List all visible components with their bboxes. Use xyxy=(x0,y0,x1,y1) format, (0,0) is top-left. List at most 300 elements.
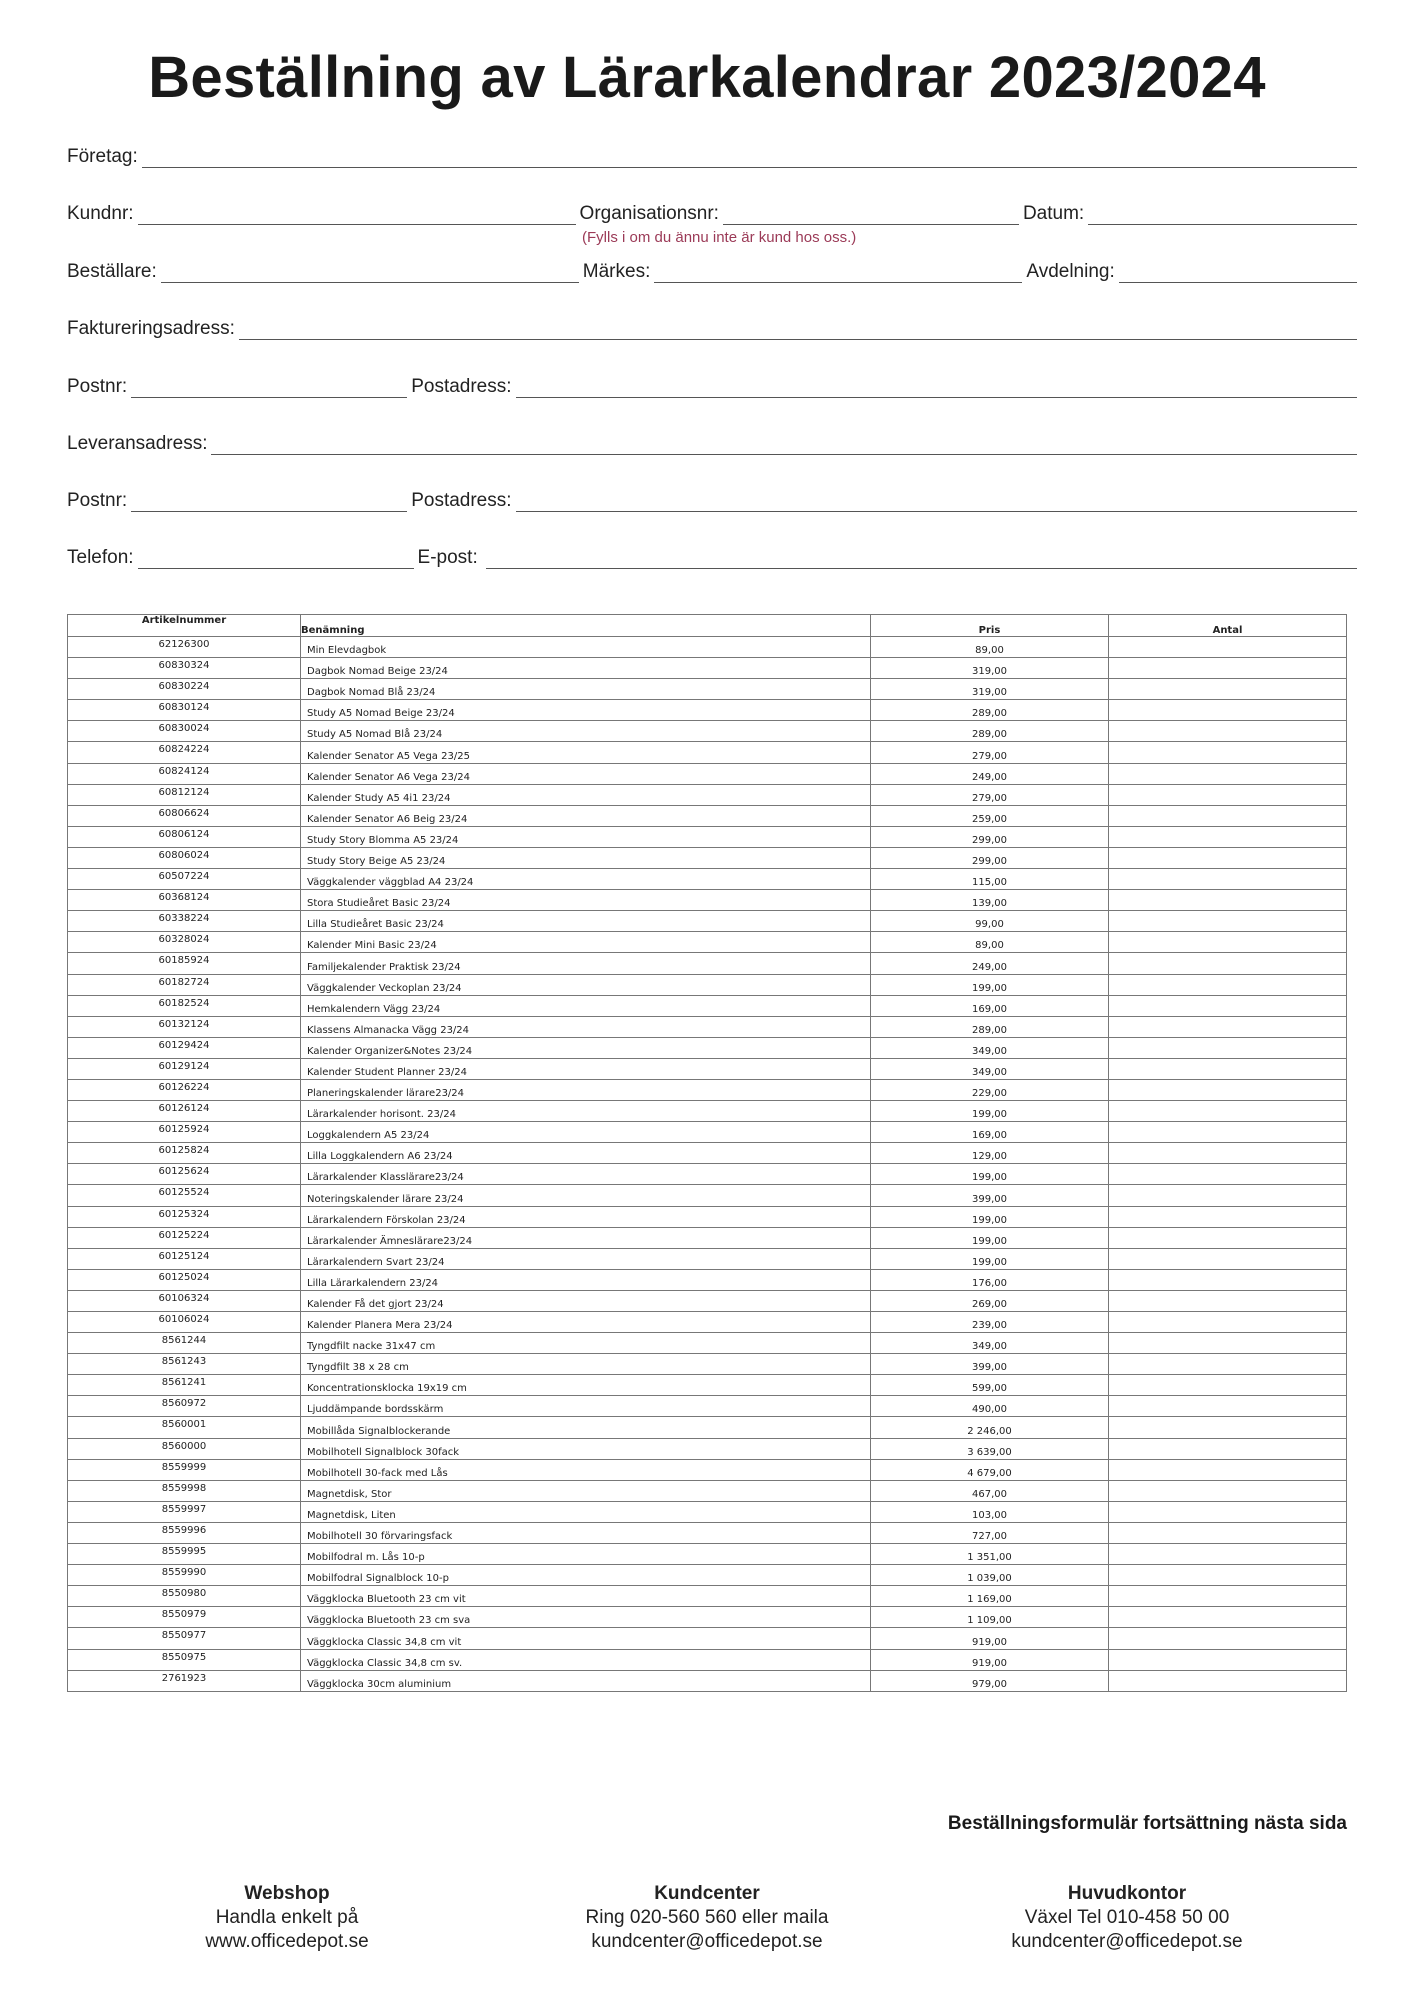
telefon-field[interactable] xyxy=(138,548,414,569)
organisationsnr-field[interactable] xyxy=(723,204,1019,225)
article-number: 60129124 xyxy=(68,1058,301,1079)
item-name: Noteringskalender lärare 23/24 xyxy=(301,1185,871,1206)
page-title: Beställning av Lärarkalendrar 2023/2024 xyxy=(148,45,1266,110)
quantity-cell[interactable] xyxy=(1109,1459,1347,1480)
footer-huvudkontor-heading: Huvudkontor xyxy=(1067,1883,1187,1904)
item-name: Väggkalender Veckoplan 23/24 xyxy=(301,974,871,995)
article-number: 60368124 xyxy=(68,890,301,911)
header-pris: Pris xyxy=(871,615,1109,637)
item-price: 249,00 xyxy=(871,763,1109,784)
quantity-cell[interactable] xyxy=(1109,700,1347,721)
quantity-cell[interactable] xyxy=(1109,974,1347,995)
quantity-cell[interactable] xyxy=(1109,637,1347,658)
leveransadress-field[interactable] xyxy=(211,434,1357,455)
quantity-cell[interactable] xyxy=(1109,1670,1347,1691)
item-price: 169,00 xyxy=(871,1122,1109,1143)
footer-kundcenter-heading: Kundcenter xyxy=(654,1883,760,1904)
item-price: 299,00 xyxy=(871,847,1109,868)
epost-label: E-post: xyxy=(417,547,478,568)
postadress-label: Postadress: xyxy=(411,376,512,397)
item-name: Mobilfodral m. Lås 10-p xyxy=(301,1544,871,1565)
item-name: Kalender Study A5 4i1 23/24 xyxy=(301,784,871,805)
quantity-cell[interactable] xyxy=(1109,1396,1347,1417)
table-row xyxy=(68,1227,1347,1248)
table-body xyxy=(68,637,1347,1692)
article-number: 60824224 xyxy=(68,742,301,763)
item-name: Tyngdfilt nacke 31x47 cm xyxy=(301,1333,871,1354)
table-row xyxy=(68,890,1347,911)
item-name: Kalender Senator A6 Beig 23/24 xyxy=(301,805,871,826)
article-number: 8559997 xyxy=(68,1501,301,1522)
table-row xyxy=(68,995,1347,1016)
table-row xyxy=(68,1438,1347,1459)
item-name: Magnetdisk, Liten xyxy=(301,1501,871,1522)
table-row xyxy=(68,869,1347,890)
item-name: Väggklocka Classic 34,8 cm sv. xyxy=(301,1649,871,1670)
table-row xyxy=(68,1058,1347,1079)
item-name: Ljuddämpande bordsskärm xyxy=(301,1396,871,1417)
quantity-cell[interactable] xyxy=(1109,1058,1347,1079)
quantity-cell[interactable] xyxy=(1109,953,1347,974)
header-artikelnummer: Artikelnummer xyxy=(68,615,301,637)
quantity-cell[interactable] xyxy=(1109,1375,1347,1396)
quantity-cell[interactable] xyxy=(1109,784,1347,805)
table-row xyxy=(68,826,1347,847)
table-row xyxy=(68,1290,1347,1311)
item-name: Familjekalender Praktisk 23/24 xyxy=(301,953,871,974)
item-price: 259,00 xyxy=(871,805,1109,826)
postadress2-field[interactable] xyxy=(516,491,1357,512)
table-row xyxy=(68,721,1347,742)
bestallare-field[interactable] xyxy=(161,262,579,283)
quantity-cell[interactable] xyxy=(1109,1417,1347,1438)
faktureringsadress-field[interactable] xyxy=(239,319,1357,340)
article-number: 60106324 xyxy=(68,1290,301,1311)
article-number: 60182524 xyxy=(68,995,301,1016)
article-number: 8550980 xyxy=(68,1586,301,1607)
table-row xyxy=(68,1206,1347,1227)
kundnr-row xyxy=(67,203,1357,225)
header-benamning: Benämning xyxy=(301,615,871,637)
item-price: 199,00 xyxy=(871,974,1109,995)
item-price: 279,00 xyxy=(871,742,1109,763)
quantity-cell[interactable] xyxy=(1109,847,1347,868)
quantity-cell[interactable] xyxy=(1109,1565,1347,1586)
footer-webshop-link[interactable]: www.officedepot.se xyxy=(205,1931,369,1952)
item-name: Kalender Få det gjort 23/24 xyxy=(301,1290,871,1311)
quantity-cell[interactable] xyxy=(1109,995,1347,1016)
item-name: Planeringskalender lärare23/24 xyxy=(301,1079,871,1100)
table-row xyxy=(68,1185,1347,1206)
quantity-cell[interactable] xyxy=(1109,1185,1347,1206)
quantity-cell[interactable] xyxy=(1109,1143,1347,1164)
article-number: 60507224 xyxy=(68,869,301,890)
postnr2-label: Postnr: xyxy=(67,490,128,511)
item-price: 199,00 xyxy=(871,1227,1109,1248)
article-number: 8550979 xyxy=(68,1607,301,1628)
quantity-cell[interactable] xyxy=(1109,1206,1347,1227)
quantity-cell[interactable] xyxy=(1109,932,1347,953)
item-name: Lärarkalender Ämneslärare23/24 xyxy=(301,1227,871,1248)
table-row xyxy=(68,1375,1347,1396)
bestallare-label: Beställare: xyxy=(67,261,157,282)
article-number: 60182724 xyxy=(68,974,301,995)
item-price: 349,00 xyxy=(871,1037,1109,1058)
faktureringsadress-row xyxy=(67,318,1357,340)
table-row xyxy=(68,911,1347,932)
table-row xyxy=(68,1501,1347,1522)
avdelning-label: Avdelning: xyxy=(1026,261,1115,282)
footer-kundcenter-email[interactable]: kundcenter@officedepot.se xyxy=(591,1931,823,1952)
item-price: 176,00 xyxy=(871,1269,1109,1290)
item-price: 299,00 xyxy=(871,826,1109,847)
organisationsnr-note: (Fylls i om du ännu inte är kund hos oss.) xyxy=(582,229,857,246)
item-name: Kalender Senator A6 Vega 23/24 xyxy=(301,763,871,784)
quantity-cell[interactable] xyxy=(1109,679,1347,700)
article-number: 60125224 xyxy=(68,1227,301,1248)
quantity-cell[interactable] xyxy=(1109,805,1347,826)
quantity-cell[interactable] xyxy=(1109,658,1347,679)
item-price: 249,00 xyxy=(871,953,1109,974)
item-name: Lilla Lärarkalendern 23/24 xyxy=(301,1269,871,1290)
article-number: 8560972 xyxy=(68,1396,301,1417)
quantity-cell[interactable] xyxy=(1109,1016,1347,1037)
item-price: 4 679,00 xyxy=(871,1459,1109,1480)
table-row xyxy=(68,1248,1347,1269)
table-row xyxy=(68,742,1347,763)
item-name: Kalender Organizer&Notes 23/24 xyxy=(301,1037,871,1058)
article-number: 60830224 xyxy=(68,679,301,700)
table-row xyxy=(68,1269,1347,1290)
article-number: 8561244 xyxy=(68,1333,301,1354)
table-row xyxy=(68,1143,1347,1164)
article-number: 60106024 xyxy=(68,1312,301,1333)
table-row xyxy=(68,1122,1347,1143)
item-price: 1 039,00 xyxy=(871,1565,1109,1586)
item-price: 1 109,00 xyxy=(871,1607,1109,1628)
item-price: 289,00 xyxy=(871,1016,1109,1037)
footer-huvudkontor-email[interactable]: kundcenter@officedepot.se xyxy=(1011,1931,1243,1952)
item-price: 139,00 xyxy=(871,890,1109,911)
quantity-cell[interactable] xyxy=(1109,1607,1347,1628)
postadress-field[interactable] xyxy=(516,377,1357,398)
item-price: 490,00 xyxy=(871,1396,1109,1417)
item-price: 399,00 xyxy=(871,1354,1109,1375)
telefon-label: Telefon: xyxy=(67,547,134,568)
item-name: Kalender Mini Basic 23/24 xyxy=(301,932,871,953)
table-row xyxy=(68,637,1347,658)
item-name: Mobilhotell 30-fack med Lås xyxy=(301,1459,871,1480)
article-number: 8559999 xyxy=(68,1459,301,1480)
article-number: 60806624 xyxy=(68,805,301,826)
item-price: 239,00 xyxy=(871,1312,1109,1333)
table-row xyxy=(68,1037,1347,1058)
article-number: 60129424 xyxy=(68,1037,301,1058)
item-price: 229,00 xyxy=(871,1079,1109,1100)
leveransadress-label: Leveransadress: xyxy=(67,433,208,454)
article-number: 60830024 xyxy=(68,721,301,742)
item-price: 279,00 xyxy=(871,784,1109,805)
article-number: 60806024 xyxy=(68,847,301,868)
item-price: 3 639,00 xyxy=(871,1438,1109,1459)
item-price: 199,00 xyxy=(871,1206,1109,1227)
article-number: 60125024 xyxy=(68,1269,301,1290)
item-price: 1 351,00 xyxy=(871,1544,1109,1565)
quantity-cell[interactable] xyxy=(1109,1586,1347,1607)
article-number: 60338224 xyxy=(68,911,301,932)
quantity-cell[interactable] xyxy=(1109,1248,1347,1269)
quantity-cell[interactable] xyxy=(1109,1037,1347,1058)
article-number: 60830324 xyxy=(68,658,301,679)
article-number: 60125924 xyxy=(68,1122,301,1143)
table-row xyxy=(68,1586,1347,1607)
table-row xyxy=(68,1079,1347,1100)
table-row xyxy=(68,1101,1347,1122)
item-name: Dagbok Nomad Blå 23/24 xyxy=(301,679,871,700)
table-row xyxy=(68,1016,1347,1037)
item-price: 319,00 xyxy=(871,658,1109,679)
header-antal: Antal xyxy=(1109,615,1347,637)
datum-field[interactable] xyxy=(1088,204,1357,225)
item-price: 89,00 xyxy=(871,932,1109,953)
article-number: 2761923 xyxy=(68,1670,301,1691)
quantity-cell[interactable] xyxy=(1109,911,1347,932)
quantity-cell[interactable] xyxy=(1109,1333,1347,1354)
table-row xyxy=(68,953,1347,974)
table-row xyxy=(68,974,1347,995)
article-number: 60126224 xyxy=(68,1079,301,1100)
item-price: 103,00 xyxy=(871,1501,1109,1522)
item-price: 89,00 xyxy=(871,637,1109,658)
quantity-cell[interactable] xyxy=(1109,1628,1347,1649)
item-price: 599,00 xyxy=(871,1375,1109,1396)
quantity-cell[interactable] xyxy=(1109,1649,1347,1670)
table-row xyxy=(68,847,1347,868)
table-row xyxy=(68,679,1347,700)
postnr-label: Postnr: xyxy=(67,376,128,397)
table-row xyxy=(68,1480,1347,1501)
avdelning-field[interactable] xyxy=(1119,262,1357,283)
item-price: 269,00 xyxy=(871,1290,1109,1311)
article-number: 60812124 xyxy=(68,784,301,805)
organisationsnr-label: Organisationsnr: xyxy=(579,203,719,224)
quantity-cell[interactable] xyxy=(1109,1269,1347,1290)
footer-huvudkontor-line1: Växel Tel 010-458 50 00 xyxy=(1024,1907,1230,1928)
table-row xyxy=(68,805,1347,826)
postnr-field[interactable] xyxy=(131,377,407,398)
table-row xyxy=(68,1333,1347,1354)
table-row xyxy=(68,1670,1347,1691)
quantity-cell[interactable] xyxy=(1109,890,1347,911)
quantity-cell[interactable] xyxy=(1109,742,1347,763)
item-name: Lärarkalendern Förskolan 23/24 xyxy=(301,1206,871,1227)
table-row xyxy=(68,1396,1347,1417)
item-price: 979,00 xyxy=(871,1670,1109,1691)
quantity-cell[interactable] xyxy=(1109,1354,1347,1375)
item-price: 319,00 xyxy=(871,679,1109,700)
article-number: 60125824 xyxy=(68,1143,301,1164)
article-number: 60126124 xyxy=(68,1101,301,1122)
item-name: Kalender Planera Mera 23/24 xyxy=(301,1312,871,1333)
telefon-row xyxy=(67,547,1357,569)
article-number: 60824124 xyxy=(68,763,301,784)
quantity-cell[interactable] xyxy=(1109,869,1347,890)
table-row xyxy=(68,763,1347,784)
item-price: 919,00 xyxy=(871,1628,1109,1649)
article-number: 60806124 xyxy=(68,826,301,847)
article-number: 8559995 xyxy=(68,1544,301,1565)
leveransadress-row xyxy=(67,433,1357,455)
item-price: 727,00 xyxy=(871,1522,1109,1543)
footer-webshop xyxy=(97,1882,477,1954)
article-number: 8560001 xyxy=(68,1417,301,1438)
item-name: Klassens Almanacka Vägg 23/24 xyxy=(301,1016,871,1037)
product-table xyxy=(67,614,1347,1692)
quantity-cell[interactable] xyxy=(1109,1312,1347,1333)
item-name: Tyngdfilt 38 x 28 cm xyxy=(301,1354,871,1375)
table-row xyxy=(68,784,1347,805)
item-name: Väggklocka Bluetooth 23 cm sva xyxy=(301,1607,871,1628)
table-row xyxy=(68,1522,1347,1543)
item-name: Väggkalender väggblad A4 23/24 xyxy=(301,869,871,890)
item-price: 115,00 xyxy=(871,869,1109,890)
foretag-field[interactable] xyxy=(142,147,1357,168)
item-price: 1 169,00 xyxy=(871,1586,1109,1607)
quantity-cell[interactable] xyxy=(1109,1480,1347,1501)
quantity-cell[interactable] xyxy=(1109,1290,1347,1311)
item-name: Dagbok Nomad Beige 23/24 xyxy=(301,658,871,679)
quantity-cell[interactable] xyxy=(1109,721,1347,742)
quantity-cell[interactable] xyxy=(1109,763,1347,784)
item-name: Loggkalendern A5 23/24 xyxy=(301,1122,871,1143)
item-name: Mobilhotell Signalblock 30fack xyxy=(301,1438,871,1459)
table-row xyxy=(68,658,1347,679)
quantity-cell[interactable] xyxy=(1109,1438,1347,1459)
table-row xyxy=(68,1417,1347,1438)
item-name: Study A5 Nomad Blå 23/24 xyxy=(301,721,871,742)
item-name: Lilla Studieåret Basic 23/24 xyxy=(301,911,871,932)
bestallare-row xyxy=(67,261,1357,283)
epost-field[interactable] xyxy=(486,548,1357,569)
item-name: Stora Studieåret Basic 23/24 xyxy=(301,890,871,911)
quantity-cell[interactable] xyxy=(1109,1079,1347,1100)
postnr2-field[interactable] xyxy=(131,491,407,512)
item-name: Study Story Beige A5 23/24 xyxy=(301,847,871,868)
table-row xyxy=(68,1649,1347,1670)
item-price: 199,00 xyxy=(871,1164,1109,1185)
table-row xyxy=(68,1544,1347,1565)
table-header-row xyxy=(68,615,1347,637)
article-number: 60328024 xyxy=(68,932,301,953)
item-price: 349,00 xyxy=(871,1058,1109,1079)
table-row xyxy=(68,1354,1347,1375)
item-name: Kalender Student Planner 23/24 xyxy=(301,1058,871,1079)
item-price: 2 246,00 xyxy=(871,1417,1109,1438)
item-price: 349,00 xyxy=(871,1333,1109,1354)
item-price: 129,00 xyxy=(871,1143,1109,1164)
footer-webshop-heading: Webshop xyxy=(244,1883,330,1904)
article-number: 8560000 xyxy=(68,1438,301,1459)
datum-label: Datum: xyxy=(1022,203,1085,224)
faktureringsadress-label: Faktureringsadress: xyxy=(67,318,235,339)
table-row xyxy=(68,1312,1347,1333)
item-price: 289,00 xyxy=(871,700,1109,721)
item-name: Lilla Loggkalendern A6 23/24 xyxy=(301,1143,871,1164)
kundnr-field[interactable] xyxy=(138,204,576,225)
item-name: Hemkalendern Vägg 23/24 xyxy=(301,995,871,1016)
article-number: 60132124 xyxy=(68,1016,301,1037)
article-number: 8550975 xyxy=(68,1649,301,1670)
table-row xyxy=(68,1628,1347,1649)
kundnr-label: Kundnr: xyxy=(67,203,134,224)
item-price: 467,00 xyxy=(871,1480,1109,1501)
table-row xyxy=(68,1607,1347,1628)
footer-kundcenter-line1: Ring 020-560 560 eller maila xyxy=(585,1907,829,1928)
item-name: Lärarkalender Klasslärare23/24 xyxy=(301,1164,871,1185)
item-name: Koncentrationsklocka 19x19 cm xyxy=(301,1375,871,1396)
item-name: Study A5 Nomad Beige 23/24 xyxy=(301,700,871,721)
item-name: Väggklocka Bluetooth 23 cm vit xyxy=(301,1586,871,1607)
item-price: 399,00 xyxy=(871,1185,1109,1206)
table-row xyxy=(68,1459,1347,1480)
postadress2-label: Postadress: xyxy=(411,490,512,511)
item-name: Lärarkalender horisont. 23/24 xyxy=(301,1101,871,1122)
article-number: 60185924 xyxy=(68,953,301,974)
item-name: Magnetdisk, Stor xyxy=(301,1480,871,1501)
table-row xyxy=(68,932,1347,953)
quantity-cell[interactable] xyxy=(1109,1522,1347,1543)
quantity-cell[interactable] xyxy=(1109,1227,1347,1248)
article-number: 8559996 xyxy=(68,1522,301,1543)
item-price: 919,00 xyxy=(871,1649,1109,1670)
item-price: 99,00 xyxy=(871,911,1109,932)
postnr-row xyxy=(67,376,1357,398)
article-number: 60125624 xyxy=(68,1164,301,1185)
article-number: 8559990 xyxy=(68,1565,301,1586)
postnr2-row xyxy=(67,490,1357,512)
item-price: 289,00 xyxy=(871,721,1109,742)
item-name: Min Elevdagbok xyxy=(301,637,871,658)
article-number: 60125524 xyxy=(68,1185,301,1206)
article-number: 60125124 xyxy=(68,1248,301,1269)
quantity-cell[interactable] xyxy=(1109,1122,1347,1143)
item-name: Study Story Blomma A5 23/24 xyxy=(301,826,871,847)
article-number: 60125324 xyxy=(68,1206,301,1227)
item-name: Mobilhotell 30 förvaringsfack xyxy=(301,1522,871,1543)
markes-label: Märkes: xyxy=(582,261,651,282)
quantity-cell[interactable] xyxy=(1109,1164,1347,1185)
item-name: Väggklocka 30cm aluminium xyxy=(301,1670,871,1691)
foretag-row xyxy=(67,146,1357,168)
quantity-cell[interactable] xyxy=(1109,1544,1347,1565)
article-number: 62126300 xyxy=(68,637,301,658)
article-number: 8559998 xyxy=(68,1480,301,1501)
article-number: 60830124 xyxy=(68,700,301,721)
quantity-cell[interactable] xyxy=(1109,826,1347,847)
markes-field[interactable] xyxy=(654,262,1022,283)
quantity-cell[interactable] xyxy=(1109,1101,1347,1122)
foretag-label: Företag: xyxy=(67,146,138,167)
item-name: Väggklocka Classic 34,8 cm vit xyxy=(301,1628,871,1649)
footer-kundcenter xyxy=(517,1882,897,1954)
table-row xyxy=(68,1565,1347,1586)
article-number: 8561241 xyxy=(68,1375,301,1396)
quantity-cell[interactable] xyxy=(1109,1501,1347,1522)
footer-huvudkontor xyxy=(937,1882,1317,1954)
item-name: Mobilfodral Signalblock 10-p xyxy=(301,1565,871,1586)
item-name: Kalender Senator A5 Vega 23/25 xyxy=(301,742,871,763)
item-name: Mobillåda Signalblockerande xyxy=(301,1417,871,1438)
